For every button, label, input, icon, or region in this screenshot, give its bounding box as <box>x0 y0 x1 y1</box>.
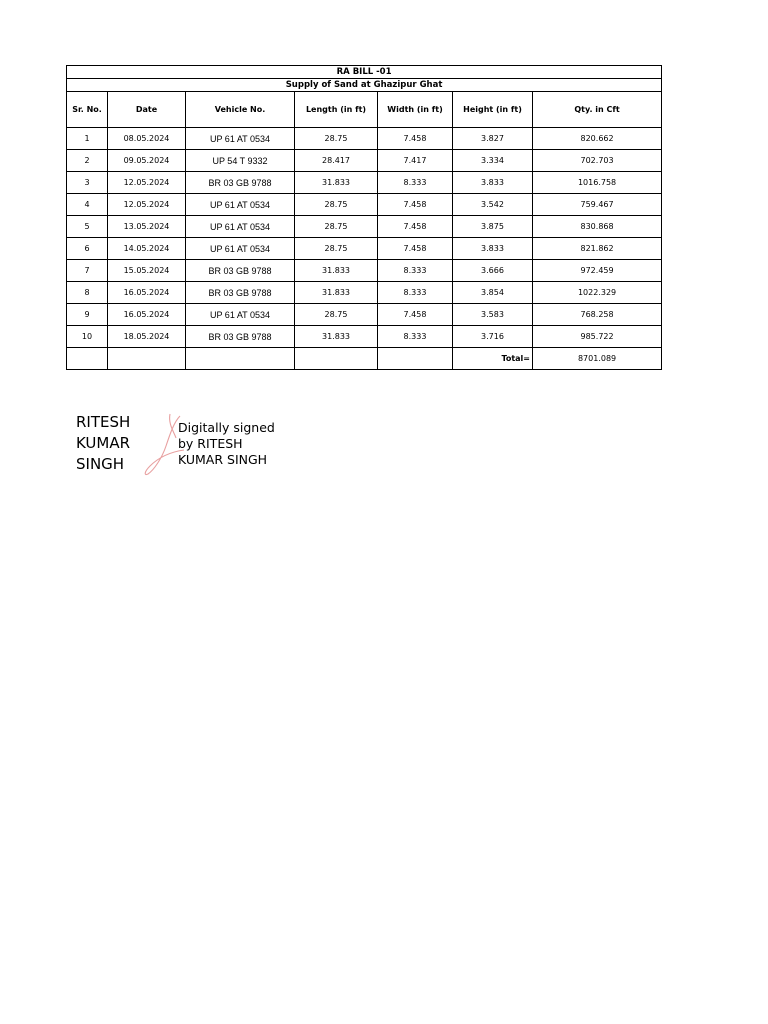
height-cell: 3.833 <box>453 238 533 260</box>
total-row <box>67 348 662 370</box>
length-cell: 28.75 <box>295 216 378 238</box>
column-header-length: Length (in ft) <box>295 92 378 128</box>
width-cell: 8.333 <box>378 326 453 348</box>
height-cell: 3.833 <box>453 172 533 194</box>
table-row <box>67 172 662 194</box>
total-empty-cell <box>295 348 378 370</box>
column-header-height: Height (in ft) <box>453 92 533 128</box>
qty-cell: 821.862 <box>533 238 662 260</box>
signer-name: RITESH KUMAR SINGH <box>76 413 131 473</box>
qty-cell: 1016.758 <box>533 172 662 194</box>
table-row <box>67 238 662 260</box>
vehicle-no-cell: BR 03 GB 9788 <box>186 260 295 282</box>
total-empty-cell <box>67 348 108 370</box>
date-cell: 16.05.2024 <box>108 282 186 304</box>
length-cell: 28.417 <box>295 150 378 172</box>
table-row <box>67 282 662 304</box>
qty-cell: 759.467 <box>533 194 662 216</box>
qty-cell: 985.722 <box>533 326 662 348</box>
height-cell: 3.334 <box>453 150 533 172</box>
length-cell: 28.75 <box>295 238 378 260</box>
length-cell: 31.833 <box>295 260 378 282</box>
sr-no-cell: 3 <box>67 172 108 194</box>
header-row <box>67 92 662 128</box>
height-cell: 3.716 <box>453 326 533 348</box>
column-header-qty: Qty. in Cft <box>533 92 662 128</box>
sr-no-cell: 7 <box>67 260 108 282</box>
table-row <box>67 150 662 172</box>
sr-no-cell: 1 <box>67 128 108 150</box>
qty-cell: 702.703 <box>533 150 662 172</box>
sr-no-cell: 8 <box>67 282 108 304</box>
date-cell: 12.05.2024 <box>108 172 186 194</box>
width-cell: 7.458 <box>378 238 453 260</box>
length-cell: 28.75 <box>295 194 378 216</box>
total-empty-cell <box>186 348 295 370</box>
date-cell: 16.05.2024 <box>108 304 186 326</box>
date-cell: 18.05.2024 <box>108 326 186 348</box>
sr-no-cell: 9 <box>67 304 108 326</box>
qty-cell: 830.868 <box>533 216 662 238</box>
width-cell: 7.458 <box>378 194 453 216</box>
vehicle-no-cell: UP 61 AT 0534 <box>186 238 295 260</box>
total-value: 8701.089 <box>533 348 662 370</box>
column-header-date: Date <box>108 92 186 128</box>
total-label: Total= <box>453 348 533 370</box>
table-row <box>67 216 662 238</box>
table-row <box>67 304 662 326</box>
height-cell: 3.542 <box>453 194 533 216</box>
width-cell: 8.333 <box>378 172 453 194</box>
digitally-signed-text: Digitally signed by RITESH KUMAR SINGH <box>178 420 275 467</box>
total-empty-cell <box>108 348 186 370</box>
date-cell: 14.05.2024 <box>108 238 186 260</box>
height-cell: 3.583 <box>453 304 533 326</box>
length-cell: 28.75 <box>295 128 378 150</box>
vehicle-no-cell: UP 54 T 9332 <box>186 150 295 172</box>
width-cell: 8.333 <box>378 282 453 304</box>
length-cell: 31.833 <box>295 282 378 304</box>
sr-no-cell: 5 <box>67 216 108 238</box>
date-cell: 12.05.2024 <box>108 194 186 216</box>
digital-signature <box>76 412 306 482</box>
date-cell: 15.05.2024 <box>108 260 186 282</box>
date-cell: 08.05.2024 <box>108 128 186 150</box>
column-header-sr-no: Sr. No. <box>67 92 108 128</box>
ra-bill-table <box>66 65 662 370</box>
total-empty-cell <box>378 348 453 370</box>
bill-title: RA BILL -01 <box>67 66 662 79</box>
sr-no-cell: 6 <box>67 238 108 260</box>
column-header-width: Width (in ft) <box>378 92 453 128</box>
bill-subtitle: Supply of Sand at Ghazipur Ghat <box>67 79 662 92</box>
vehicle-no-cell: BR 03 GB 9788 <box>186 282 295 304</box>
length-cell: 28.75 <box>295 304 378 326</box>
qty-cell: 820.662 <box>533 128 662 150</box>
qty-cell: 768.258 <box>533 304 662 326</box>
width-cell: 7.458 <box>378 304 453 326</box>
sr-no-cell: 10 <box>67 326 108 348</box>
qty-cell: 972.459 <box>533 260 662 282</box>
vehicle-no-cell: UP 61 AT 0534 <box>186 216 295 238</box>
sr-no-cell: 2 <box>67 150 108 172</box>
sr-no-cell: 4 <box>67 194 108 216</box>
height-cell: 3.875 <box>453 216 533 238</box>
date-cell: 09.05.2024 <box>108 150 186 172</box>
length-cell: 31.833 <box>295 326 378 348</box>
vehicle-no-cell: BR 03 GB 9788 <box>186 172 295 194</box>
width-cell: 7.458 <box>378 216 453 238</box>
width-cell: 8.333 <box>378 260 453 282</box>
length-cell: 31.833 <box>295 172 378 194</box>
column-header-vehicle-no: Vehicle No. <box>186 92 295 128</box>
height-cell: 3.666 <box>453 260 533 282</box>
table-row <box>67 260 662 282</box>
height-cell: 3.827 <box>453 128 533 150</box>
vehicle-no-cell: BR 03 GB 9788 <box>186 326 295 348</box>
date-cell: 13.05.2024 <box>108 216 186 238</box>
vehicle-no-cell: UP 61 AT 0534 <box>186 194 295 216</box>
table-row <box>67 326 662 348</box>
table-row <box>67 128 662 150</box>
vehicle-no-cell: UP 61 AT 0534 <box>186 128 295 150</box>
width-cell: 7.458 <box>378 128 453 150</box>
vehicle-no-cell: UP 61 AT 0534 <box>186 304 295 326</box>
height-cell: 3.854 <box>453 282 533 304</box>
qty-cell: 1022.329 <box>533 282 662 304</box>
width-cell: 7.417 <box>378 150 453 172</box>
table-row <box>67 194 662 216</box>
